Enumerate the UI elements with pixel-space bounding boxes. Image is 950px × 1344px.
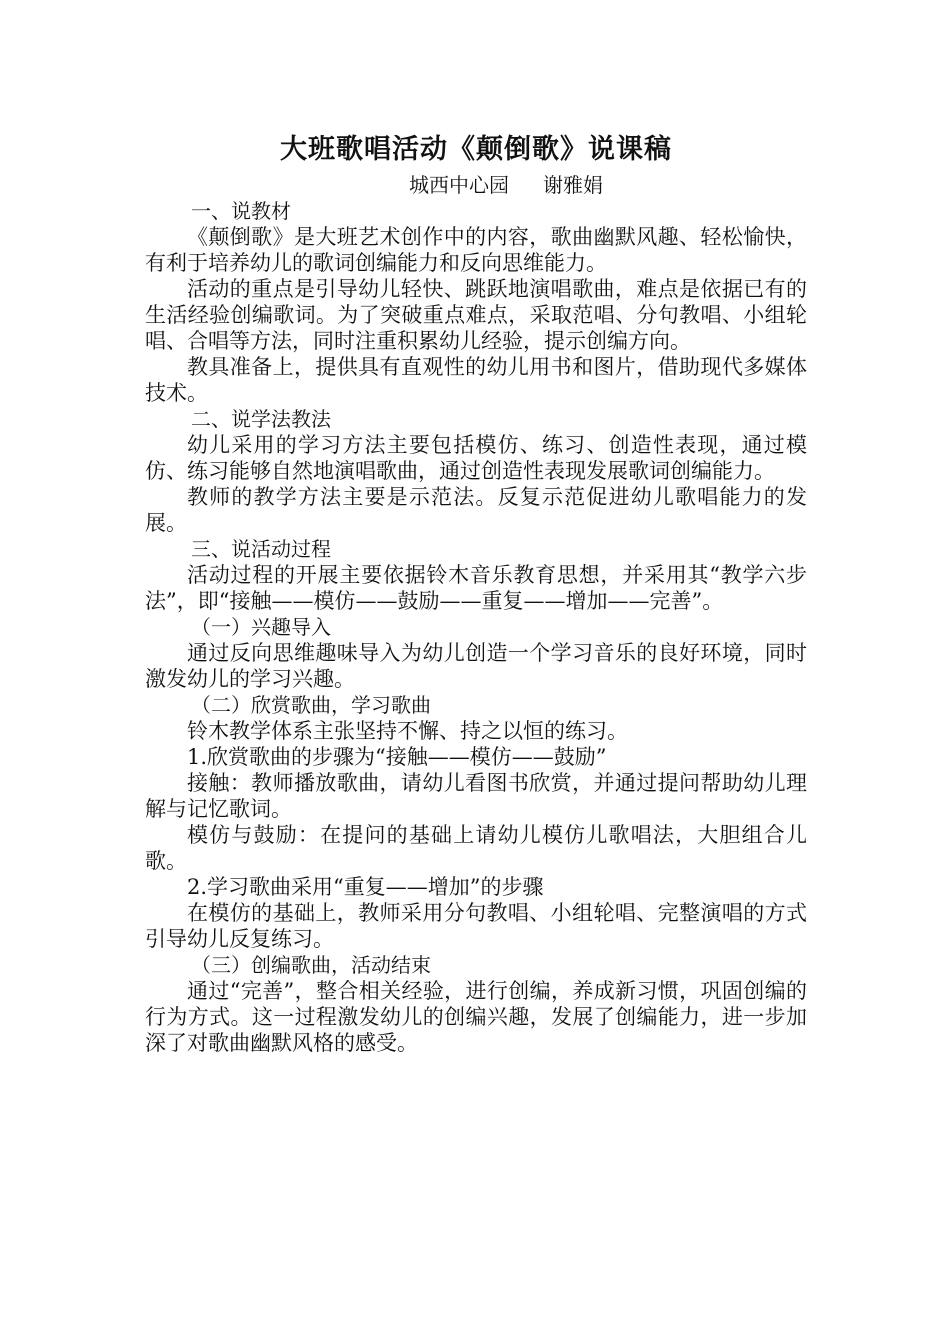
document-title: 大班歌唱活动《颠倒歌》说课稿 (280, 134, 672, 165)
paragraph: 在模仿的基础上，教师采用分句教唱、小组轮唱、完整演唱的方式引导幼儿反复练习。 (145, 901, 807, 951)
paragraph: 通过“完善”，整合相关经验，进行创编，养成新习惯，巩固创编的行为方式。这一过程激发幼儿的创编兴趣，发展了创编能力，进一步加深了对歌曲幽默风格的感受。 (145, 979, 807, 1055)
paragraph: 幼儿采用的学习方法主要包括模仿、练习、创造性表现，通过模仿、练习能够自然地演唱歌曲，通过创造性表现发展歌词创编能力。 (145, 433, 807, 483)
paragraph: 活动的重点是引导幼儿轻快、跳跃地演唱歌曲，难点是依据已有的生活经验创编歌词。为了突破重点难点，采取范唱、分句教唱、小组轮唱、合唱等方法，同时注重积累幼儿经验，提示创编方向。 (145, 277, 807, 353)
paragraph: 接触：教师播放歌曲，请幼儿看图书欣赏，并通过提问帮助幼儿理解与记忆歌词。 (145, 771, 807, 821)
section-heading: 一、说教材 (191, 199, 291, 223)
paragraph: 铃木教学体系主张坚持不懈、持之以恒的练习。 (187, 719, 628, 743)
author-line (145, 172, 807, 198)
section-heading: 二、说学法教法 (191, 407, 331, 431)
paragraph: 2.学习歌曲采用“重复——增加”的步骤 (187, 875, 544, 899)
paragraph: 1.欣赏歌曲的步骤为“接触——模仿——鼓励” (187, 745, 607, 769)
section-heading: 三、说活动过程 (191, 537, 331, 561)
subsection-heading: （一）兴趣导入 (191, 615, 331, 639)
document-page (145, 128, 807, 1056)
paragraph: 教师的教学方法主要是示范法。反复示范促进幼儿歌唱能力的发展。 (145, 485, 807, 535)
subsection-heading: （二）欣赏歌曲，学习歌曲 (191, 693, 431, 717)
author-name: 谢雅娟 (543, 173, 603, 197)
paragraph: 《颠倒歌》是大班艺术创作中的内容，歌曲幽默风趣、轻松愉快，有利于培养幼儿的歌词创编能力和反向思维能力。 (145, 225, 807, 275)
subsection-heading: （三）创编歌曲，活动结束 (191, 953, 431, 977)
paragraph: 模仿与鼓励：在提问的基础上请幼儿模仿儿歌唱法，大胆组合儿歌。 (145, 823, 807, 873)
paragraph: 教具准备上，提供具有直观性的幼儿用书和图片，借助现代多媒体技术。 (145, 355, 807, 405)
paragraph: 活动过程的开展主要依据铃木音乐教育思想，并采用其“教学六步法”，即“接触——模仿——鼓励——重复——增加——完善”。 (145, 563, 807, 613)
paragraph: 通过反向思维趣味导入为幼儿创造一个学习音乐的良好环境，同时激发幼儿的学习兴趣。 (145, 641, 807, 691)
author-school: 城西中心园 (409, 173, 509, 197)
